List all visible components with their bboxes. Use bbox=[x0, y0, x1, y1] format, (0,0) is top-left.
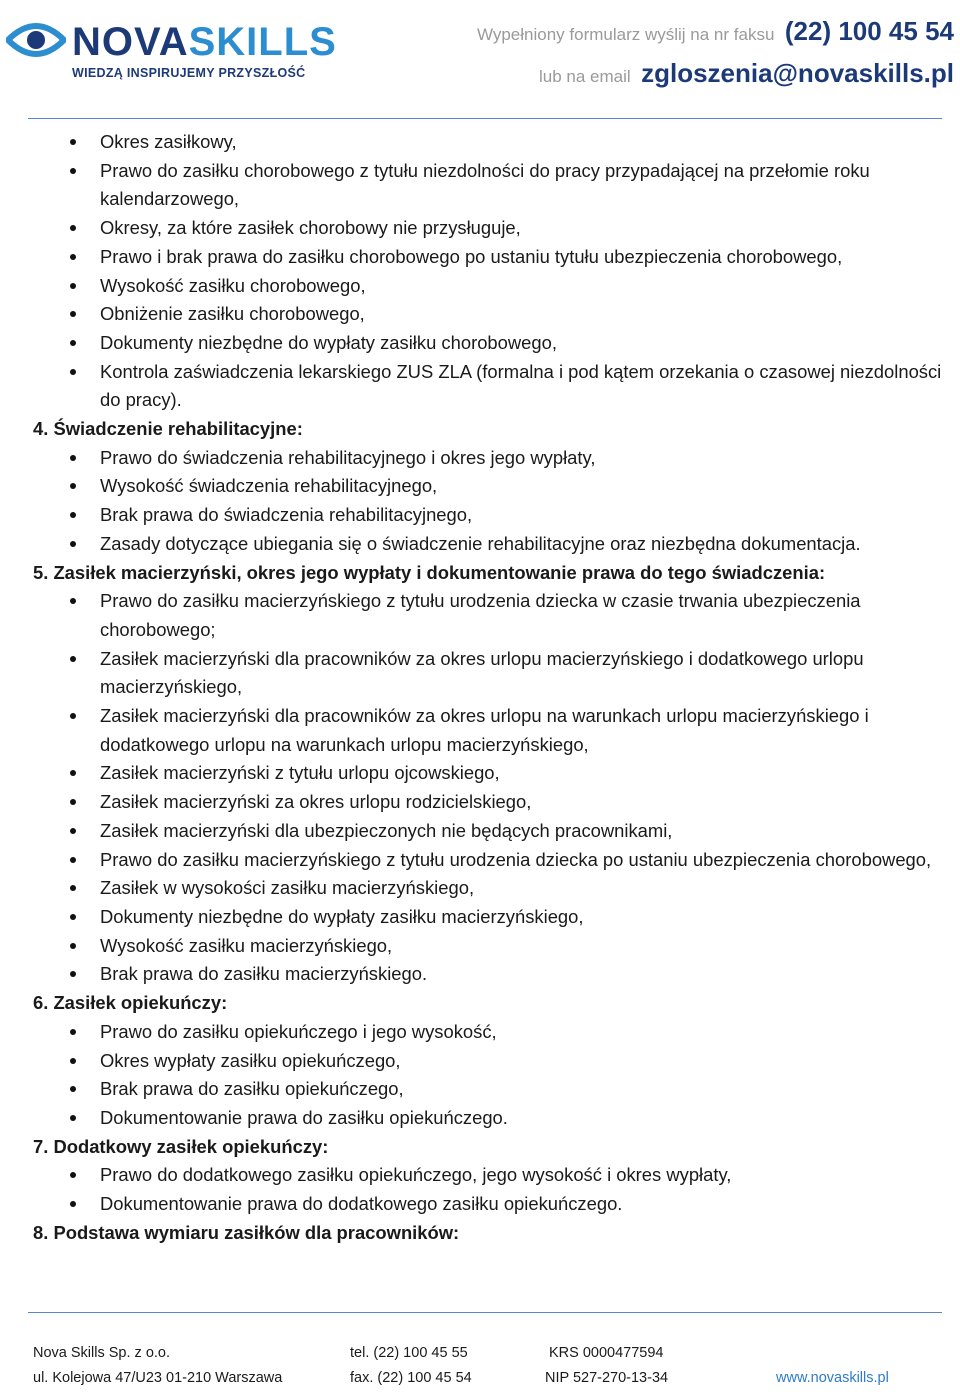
footer-nip: NIP 527-270-13-34 bbox=[545, 1370, 669, 1386]
list-item: Brak prawa do zasiłku opiekuńczego, bbox=[33, 1075, 958, 1104]
email-label: lub na email bbox=[538, 67, 631, 86]
list-item: Dokumentowanie prawa do zasiłku opiekuńczego. bbox=[33, 1104, 958, 1133]
list-item: Zasiłek macierzyński dla pracowników za okres urlopu na warunkach urlopu macierzyńskiego i dodatkowego urlopu na warunkach urlopu macierzyńskiego, bbox=[33, 702, 958, 759]
fax-contact bbox=[477, 16, 954, 47]
list-item: Kontrola zaświadczenia lekarskiego ZUS ZLA (formalna i pod kątem orzekania o czasowej niezdolności do pracy). bbox=[33, 358, 958, 415]
document-body bbox=[33, 128, 958, 1247]
list-item: Zasiłek macierzyński za okres urlopu rodzicielskiego, bbox=[33, 788, 958, 817]
list-item: Prawo do zasiłku chorobowego z tytułu niezdolności do pracy przypadającej na przełomie roku kalendarzowego, bbox=[33, 157, 958, 214]
section-4-heading: 4. Świadczenie rehabilitacyjne: bbox=[33, 418, 303, 440]
header-divider bbox=[28, 118, 942, 119]
list-item: Dokumentowanie prawa do dodatkowego zasiłku opiekuńczego. bbox=[33, 1190, 958, 1219]
logo-tagline: WIEDZĄ INSPIRUJEMY PRZYSZŁOŚĆ bbox=[72, 66, 306, 80]
list-item: Prawo do zasiłku macierzyńskiego z tytułu urodzenia dziecka po ustaniu ubezpieczenia chorobowego, bbox=[33, 846, 958, 875]
list-item: Zasady dotyczące ubiegania się o świadczenie rehabilitacyjne oraz niezbędna dokumentacja. bbox=[33, 530, 958, 559]
list-item: Brak prawa do zasiłku macierzyńskiego. bbox=[33, 960, 958, 989]
list-item: Prawo do zasiłku opiekuńczego i jego wysokość, bbox=[33, 1018, 958, 1047]
list-item: Obniżenie zasiłku chorobowego, bbox=[33, 300, 958, 329]
list-item: Wysokość świadczenia rehabilitacyjnego, bbox=[33, 472, 958, 501]
footer-company: Nova Skills Sp. z o.o. bbox=[33, 1345, 170, 1361]
list-item: Wysokość zasiłku chorobowego, bbox=[33, 272, 958, 301]
list-item: Okres wypłaty zasiłku opiekuńczego, bbox=[33, 1047, 958, 1076]
list-item: Zasiłek macierzyński dla ubezpieczonych nie będących pracownikami, bbox=[33, 817, 958, 846]
list-item: Zasiłek macierzyński z tytułu urlopu ojcowskiego, bbox=[33, 759, 958, 788]
list-item: Prawo do dodatkowego zasiłku opiekuńczego, jego wysokość i okres wypłaty, bbox=[33, 1161, 958, 1190]
section-5-heading: 5. Zasiłek macierzyński, okres jego wypłaty i dokumentowanie prawa do tego świadczenia: bbox=[33, 561, 826, 583]
list-item: Dokumenty niezbędne do wypłaty zasiłku macierzyńskiego, bbox=[33, 903, 958, 932]
footer-tel: tel. (22) 100 45 55 bbox=[350, 1345, 468, 1361]
bullet-list-section-6 bbox=[33, 1018, 958, 1133]
bullet-list-section-4 bbox=[33, 444, 958, 559]
footer-website-link[interactable]: www.novaskills.pl bbox=[776, 1370, 889, 1386]
fax-label: Wypełniony formularz wyślij na nr faksu bbox=[476, 25, 775, 44]
fax-number: (22) 100 45 54 bbox=[784, 16, 954, 46]
logo-wordmark: NOVASKILLS bbox=[72, 20, 337, 64]
list-item: Wysokość zasiłku macierzyńskiego, bbox=[33, 932, 958, 961]
bullet-list-section-5 bbox=[33, 587, 958, 989]
footer-address: ul. Kolejowa 47/U23 01-210 Warszawa bbox=[33, 1370, 283, 1386]
footer-divider bbox=[28, 1312, 942, 1313]
list-item: Prawo do zasiłku macierzyńskiego z tytułu urodzenia dziecka w czasie trwania ubezpieczenia chorobowego; bbox=[33, 587, 958, 644]
eye-logo-icon bbox=[6, 14, 66, 66]
section-7-heading: 7. Dodatkowy zasiłek opiekuńczy: bbox=[33, 1135, 329, 1157]
email-contact bbox=[539, 58, 954, 89]
footer-fax: fax. (22) 100 45 54 bbox=[350, 1370, 472, 1386]
novaskills-logo bbox=[6, 12, 351, 84]
section-6-heading: 6. Zasiłek opiekuńczy: bbox=[33, 992, 228, 1014]
footer-krs: KRS 0000477594 bbox=[549, 1345, 664, 1361]
bullet-list-sick-benefit bbox=[33, 128, 958, 415]
list-item: Brak prawa do świadczenia rehabilitacyjnego, bbox=[33, 501, 958, 530]
list-item: Prawo do świadczenia rehabilitacyjnego i okres jego wypłaty, bbox=[33, 444, 958, 473]
list-item: Prawo i brak prawa do zasiłku chorobowego po ustaniu tytułu ubezpieczenia chorobowego, bbox=[33, 243, 958, 272]
bullet-list-section-7 bbox=[33, 1161, 958, 1218]
list-item: Dokumenty niezbędne do wypłaty zasiłku chorobowego, bbox=[33, 329, 958, 358]
email-address[interactable]: zgloszenia@novaskills.pl bbox=[641, 58, 954, 88]
list-item: Okres zasiłkowy, bbox=[33, 128, 958, 157]
list-item: Zasiłek macierzyński dla pracowników za okres urlopu macierzyńskiego i dodatkowego urlopu macierzyńskiego, bbox=[33, 645, 958, 702]
section-8-heading: 8. Podstawa wymiaru zasiłków dla pracowników: bbox=[33, 1221, 460, 1243]
list-item: Zasiłek w wysokości zasiłku macierzyńskiego, bbox=[33, 874, 958, 903]
list-item: Okresy, za które zasiłek chorobowy nie przysługuje, bbox=[33, 214, 958, 243]
